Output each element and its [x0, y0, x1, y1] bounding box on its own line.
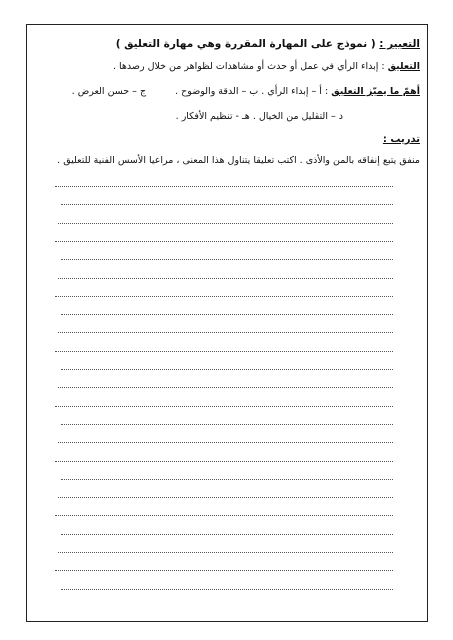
answer-line[interactable] [61, 314, 393, 315]
answer-line[interactable] [58, 442, 393, 443]
question-line: أهمّ ما يميّز التعليق : أ – إبداء الرأي . ب – الدقة والوضوح . ج – حسن العرض . [71, 86, 420, 97]
answer-line[interactable] [55, 406, 393, 407]
title-rest: ( نموذج على المهارة المقررة وهي مهارة التعليق ) [115, 38, 376, 50]
answer-line[interactable] [55, 461, 393, 462]
answer-line[interactable] [61, 424, 393, 425]
answer-line[interactable] [58, 387, 393, 388]
option-c: ج – حسن العرض . [71, 86, 147, 97]
answer-line[interactable] [55, 570, 393, 571]
answer-line[interactable] [61, 479, 393, 480]
answer-line[interactable] [55, 186, 393, 187]
question-label: أهمّ ما يميّز التعليق [331, 86, 420, 97]
answer-line[interactable] [55, 351, 393, 352]
option-e: هـ - تنظيم الأفكار . [175, 111, 250, 122]
answer-line[interactable] [55, 241, 393, 242]
answer-line[interactable] [58, 332, 393, 333]
option-b: ب – الدقة والوضوح . [175, 86, 259, 97]
title-key: التعبير : [379, 38, 420, 50]
training-prompt: منفق يتبع إنفاقه بالمن والأذى . اكتب تعليقا يتناول هذا المعنى ، مراعيا الأسس الفنية للتعليق . [57, 155, 420, 166]
answer-line[interactable] [58, 552, 393, 553]
answer-line[interactable] [55, 515, 393, 516]
answer-line[interactable] [61, 204, 393, 205]
answer-line[interactable] [61, 259, 393, 260]
page-title [116, 38, 420, 50]
answer-line[interactable] [55, 296, 393, 297]
answer-line[interactable] [61, 589, 393, 590]
answer-line[interactable] [58, 278, 393, 279]
question-options-row2 [150, 111, 343, 122]
definition-term: التعليق [387, 61, 420, 72]
option-d: د – التقليل من الخيال . [252, 111, 343, 122]
answer-line[interactable] [58, 223, 393, 224]
answer-line[interactable] [61, 369, 393, 370]
training-label: تدريب : [382, 134, 420, 145]
answer-line[interactable] [58, 497, 393, 498]
option-a: أ – إبداء الرأي . [261, 86, 322, 97]
definition-line [113, 61, 420, 72]
definition-text: : إبداء الرأي في عمل أو حدث أو مشاهدات لظواهر من خلال رصدها . [112, 61, 385, 72]
answer-line[interactable] [61, 534, 393, 535]
